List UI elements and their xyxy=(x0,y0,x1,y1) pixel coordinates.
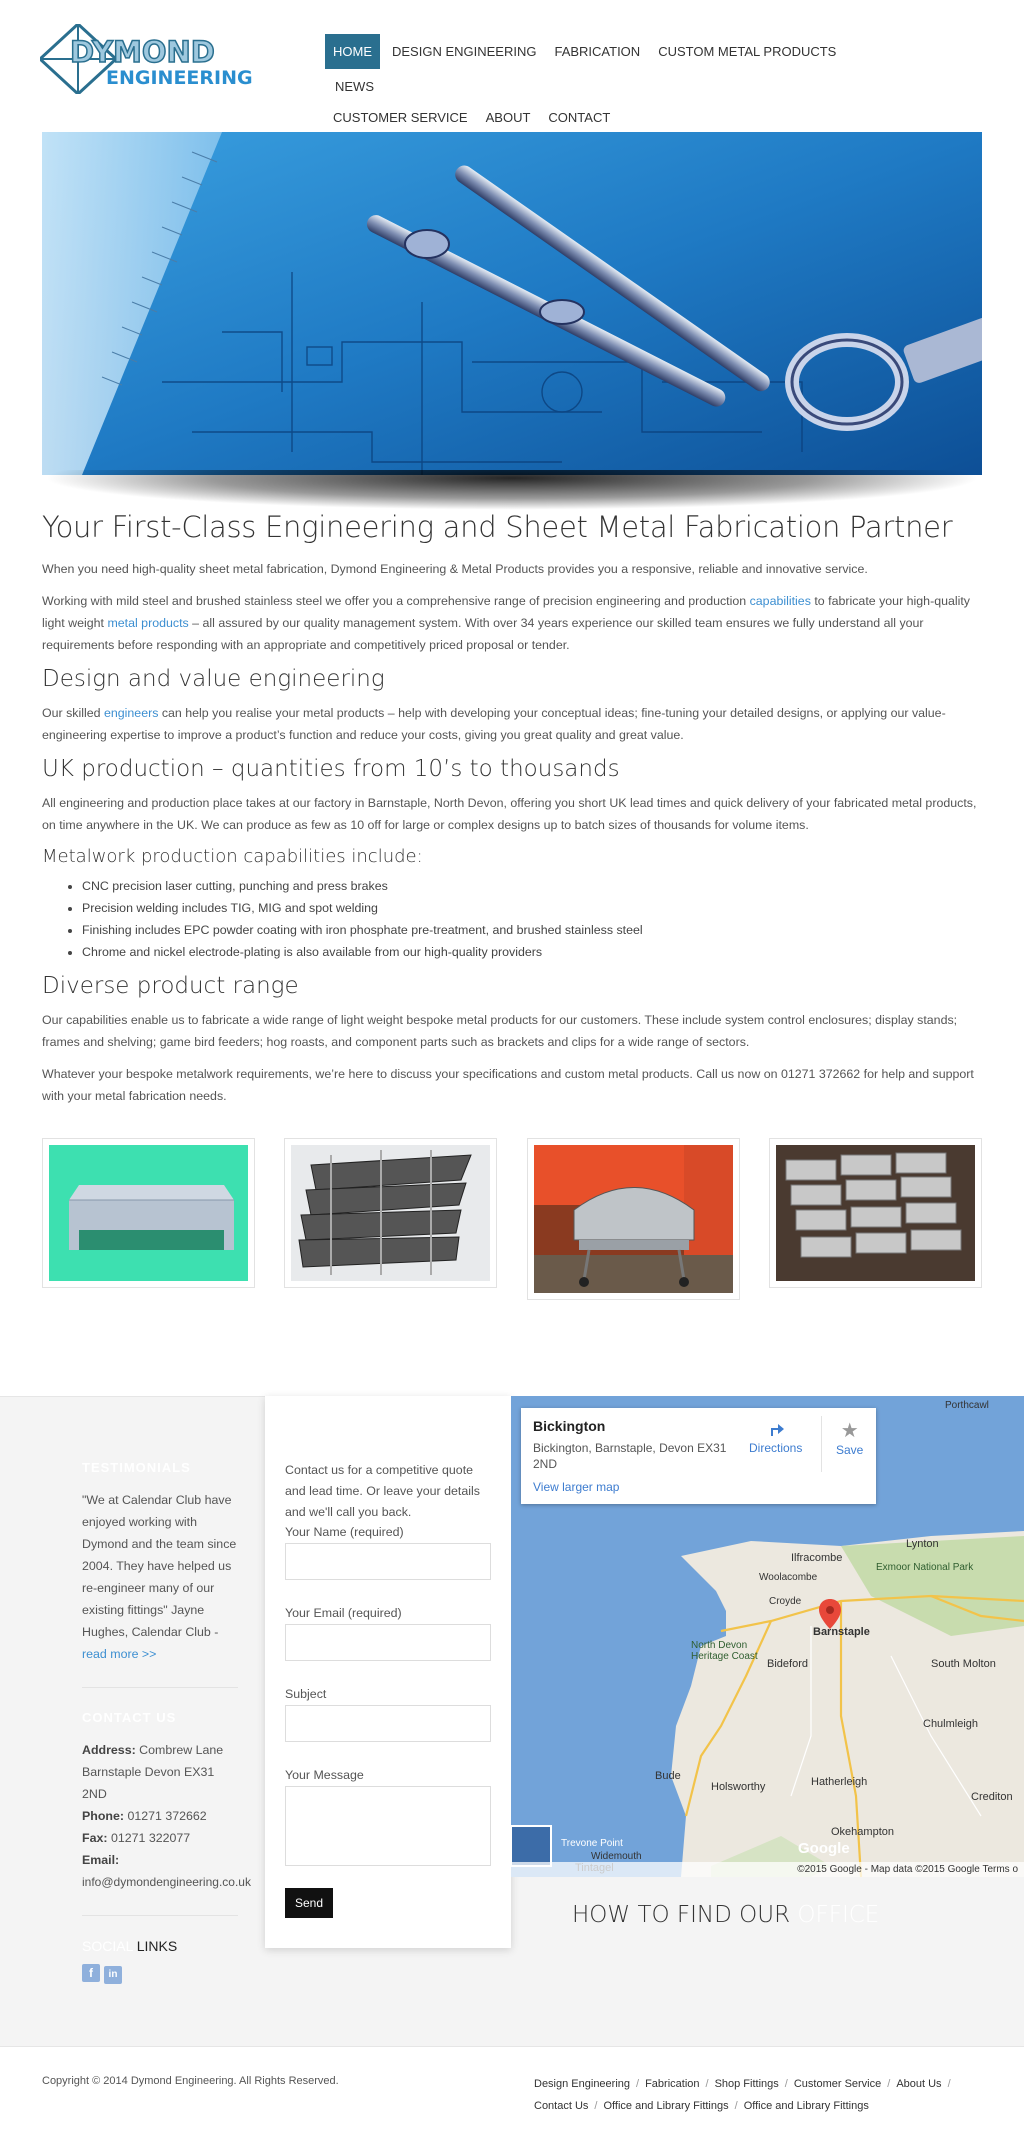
list-item: • Finishing includes EPC powder coating with iron phosphate pre-treatment, and brushed stainless steel xyxy=(82,919,982,941)
map-label: Hatherleigh xyxy=(811,1776,868,1788)
footer-link[interactable]: About Us xyxy=(896,2078,942,2090)
email-label: Your Email (required) xyxy=(285,1606,402,1620)
metal-products-link[interactable]: metal products xyxy=(107,616,189,630)
map-label: Bideford xyxy=(767,1658,808,1670)
uk-production-heading: UK production – quantities from 10’s to thousands xyxy=(42,756,620,782)
view-larger-map-link[interactable]: View larger map xyxy=(533,1480,620,1494)
email-input[interactable] xyxy=(285,1624,491,1661)
map-label: Lynton xyxy=(906,1538,939,1550)
links-heading: SOCIAL LINKS xyxy=(82,1938,178,1954)
name-input[interactable] xyxy=(285,1543,491,1580)
divider xyxy=(82,1915,238,1916)
send-button[interactable]: Send xyxy=(285,1888,333,1918)
product-brackets-image[interactable] xyxy=(769,1138,982,1288)
footer-sidebar xyxy=(82,1460,251,1984)
message-textarea[interactable] xyxy=(285,1786,491,1866)
phone-text: 01271 372662 xyxy=(127,1809,207,1823)
map-label: Barnstaple xyxy=(813,1626,870,1638)
name-label: Your Name (required) xyxy=(285,1525,404,1539)
product-hog-roast-image[interactable] xyxy=(527,1138,740,1300)
contact-details: Address: Combrew Lane Barnstaple Devon EX31 2ND Phone: 01271 372662 Fax: 01271 322077 Email: info@dymondengineering.co.uk xyxy=(82,1743,251,1889)
divider xyxy=(821,1416,822,1472)
footer-link[interactable]: Fabrication xyxy=(645,2078,700,2090)
footer-link[interactable]: Contact Us xyxy=(534,2100,589,2112)
capabilities-list xyxy=(82,875,982,963)
location-map[interactable] xyxy=(511,1396,1024,1877)
blueprint-compass-image xyxy=(42,132,982,475)
map-label: Trevone Point xyxy=(561,1838,623,1849)
svg-text:DYMOND: DYMOND xyxy=(70,35,215,69)
email-text: info@dymondengineering.co.uk xyxy=(82,1875,251,1889)
map-label: Holsworthy xyxy=(711,1781,766,1793)
site-header xyxy=(0,0,1024,125)
hero-banner xyxy=(42,132,982,475)
footer-links: Design Engineering / Fabrication / Shop Fittings / Customer Service / About Us / Contact Us / Office and Library Fittings / Office and Library Fittings xyxy=(534,2078,951,2112)
list-item: • Chrome and nickel electrode-plating is also available from our high-quality providers xyxy=(82,941,982,963)
product-gallery xyxy=(42,1138,982,1303)
intro-paragraph: When you need high-quality sheet metal fabrication, Dymond Engineering & Metal Products provides you a responsive, reliable and innovative service. xyxy=(42,562,868,576)
divider xyxy=(82,1687,238,1688)
directions-button[interactable]: Directions xyxy=(749,1418,802,1455)
map-label: North Devon Heritage Coast xyxy=(691,1640,758,1662)
design-heading: Design and value engineering xyxy=(42,666,385,692)
address-text: Combrew Lane Barnstaple Devon EX31 2ND xyxy=(82,1743,224,1801)
contact-heading: CONTACT US xyxy=(82,1710,177,1725)
page-title: Your First-Class Engineering and Sheet Metal Fabrication Partner xyxy=(42,510,953,544)
map-label: Exmoor National Park xyxy=(876,1562,974,1573)
directions-icon xyxy=(766,1418,786,1438)
footer-link[interactable]: Office and Library Fittings xyxy=(603,2100,729,2112)
svg-text:ENGINEERING: ENGINEERING xyxy=(106,67,253,89)
contact-form xyxy=(265,1396,511,1948)
map-label: Widemouth xyxy=(591,1851,642,1862)
map-info-card xyxy=(521,1408,876,1504)
map-attribution: ©2015 Google - Map data ©2015 Google Terms o xyxy=(511,1862,1024,1877)
map-label: Ilfracombe xyxy=(791,1552,843,1564)
map-address: Bickington, Barnstaple, Devon EX31 2ND xyxy=(533,1441,727,1471)
google-logo: Google xyxy=(798,1840,850,1857)
map-label: Woolacombe xyxy=(759,1572,818,1583)
map-label: Okehampton xyxy=(831,1826,894,1838)
capabilities-link[interactable]: capabilities xyxy=(749,594,811,608)
nav-customer-service[interactable]: CUSTOMER SERVICE xyxy=(333,110,468,125)
nav-home[interactable]: HOME xyxy=(325,34,380,69)
map-label: Croyde xyxy=(769,1596,802,1607)
map-label: Crediton xyxy=(971,1791,1013,1803)
read-more-link[interactable]: read more >> xyxy=(82,1647,157,1661)
form-intro: Contact us for a competitive quote and lead time. Or leave your details and we'll call you back. xyxy=(285,1463,480,1519)
copyright: Copyright © 2014 Dymond Engineering. All Rights Reserved. xyxy=(42,2075,339,2087)
design-paragraph: Our skilled engineers can help you realise your metal products – help with developing your conceptual ideas; fine-tuning your detailed designs, or applying our value-engineering expertise to improve a product’s function and reduce your costs, giving you great quality and great value. xyxy=(42,706,946,742)
map-pin-icon[interactable] xyxy=(819,1599,841,1629)
save-button[interactable]: ★ Save xyxy=(836,1420,864,1457)
capabilities-heading: Metalwork production capabilities include: xyxy=(42,846,423,867)
testimonial-text: "We at Calendar Club have enjoyed working with Dymond and the team since 2004. They have helped us re-engineer many of our existing fittings" Jayne Hughes, Calendar Club - read more >> xyxy=(82,1493,237,1661)
nav-fabrication[interactable]: FABRICATION xyxy=(554,44,641,59)
footer-link[interactable]: Design Engineering xyxy=(534,2078,631,2090)
footer-link[interactable]: Customer Service xyxy=(793,2078,882,2090)
bottom-bar xyxy=(0,2046,1024,2129)
map-label: Chulmleigh xyxy=(923,1718,979,1730)
subject-label: Subject xyxy=(285,1687,327,1701)
star-icon: ★ xyxy=(840,1420,859,1442)
facebook-icon[interactable]: f xyxy=(82,1964,100,1982)
list-item: • Precision welding includes TIG, MIG and spot welding xyxy=(82,897,982,919)
nav-custom-metal-products[interactable]: CUSTOM METAL PRODUCTS xyxy=(658,44,837,59)
engineers-link[interactable]: engineers xyxy=(103,706,159,720)
logo[interactable] xyxy=(40,24,260,94)
linkedin-icon[interactable]: in xyxy=(104,1966,122,1984)
map-label: South Molton xyxy=(931,1658,996,1670)
footer-link[interactable]: Office and Library Fittings xyxy=(743,2100,869,2112)
uk-production-paragraph: All engineering and production place takes at our factory in Barnstaple, North Devon, offering you short UK lead times and quick delivery of your fabricated metal products, on time anywhere in the UK. We can produce as few as 10 off for large or complex designs up to batch sizes of thousands for volume items. xyxy=(42,796,977,832)
footer-link[interactable]: Shop Fittings xyxy=(714,2078,779,2090)
subject-input[interactable] xyxy=(285,1705,491,1742)
map-place-name: Bickington xyxy=(533,1418,606,1434)
message-label: Your Message xyxy=(285,1768,364,1782)
product-feeders-image[interactable] xyxy=(284,1138,497,1288)
capabilities-paragraph: Working with mild steel and brushed stainless steel we offer you a comprehensive range of precision engineering and production capabilities to fabricate your high-quality light weight metal products – all assured by our quality management system. With over 34 years experience our skilled team ensures we fully understand all your requirements before responding with an appropriate and competitively priced proposal or tender. xyxy=(42,594,971,652)
main-nav xyxy=(325,34,885,135)
logo-mark-icon xyxy=(40,24,260,94)
map-label: Porthcawl xyxy=(945,1400,989,1411)
closing-paragraph: Whatever your bespoke metalwork requirements, we’re here to discuss your specifications and custom metal products. Call us now on 01271 372662 for help and support with your metal fabrication needs. xyxy=(42,1067,974,1103)
diverse-heading: Diverse product range xyxy=(42,973,299,999)
map-label: Bude xyxy=(655,1770,681,1782)
hero-shadow xyxy=(42,470,982,510)
social-icons xyxy=(82,1964,238,1984)
testimonials-heading: TESTIMONIALS xyxy=(82,1460,191,1475)
fax-text: 01271 322077 xyxy=(110,1831,191,1845)
nav-design-engineering[interactable]: DESIGN ENGINEERING xyxy=(392,44,537,59)
main-content xyxy=(42,510,982,1117)
nav-about[interactable]: ABOUT xyxy=(485,110,531,125)
product-enclosure-image[interactable] xyxy=(42,1138,255,1288)
nav-contact[interactable]: CONTACT xyxy=(548,110,611,125)
diverse-paragraph: Our capabilities enable us to fabricate a wide range of light weight bespoke metal products for our customers. These include system control enclosures; display stands; frames and shelving; game bird feeders; hog roasts, and component parts such as brackets and clips for a wide range of sectors. xyxy=(42,1013,958,1049)
list-item: • CNC precision laser cutting, punching and press brakes xyxy=(82,875,982,897)
nav-news[interactable]: NEWS xyxy=(335,79,374,94)
find-office-heading: HOW TO FIND OUR OFFICE xyxy=(572,1902,880,1928)
